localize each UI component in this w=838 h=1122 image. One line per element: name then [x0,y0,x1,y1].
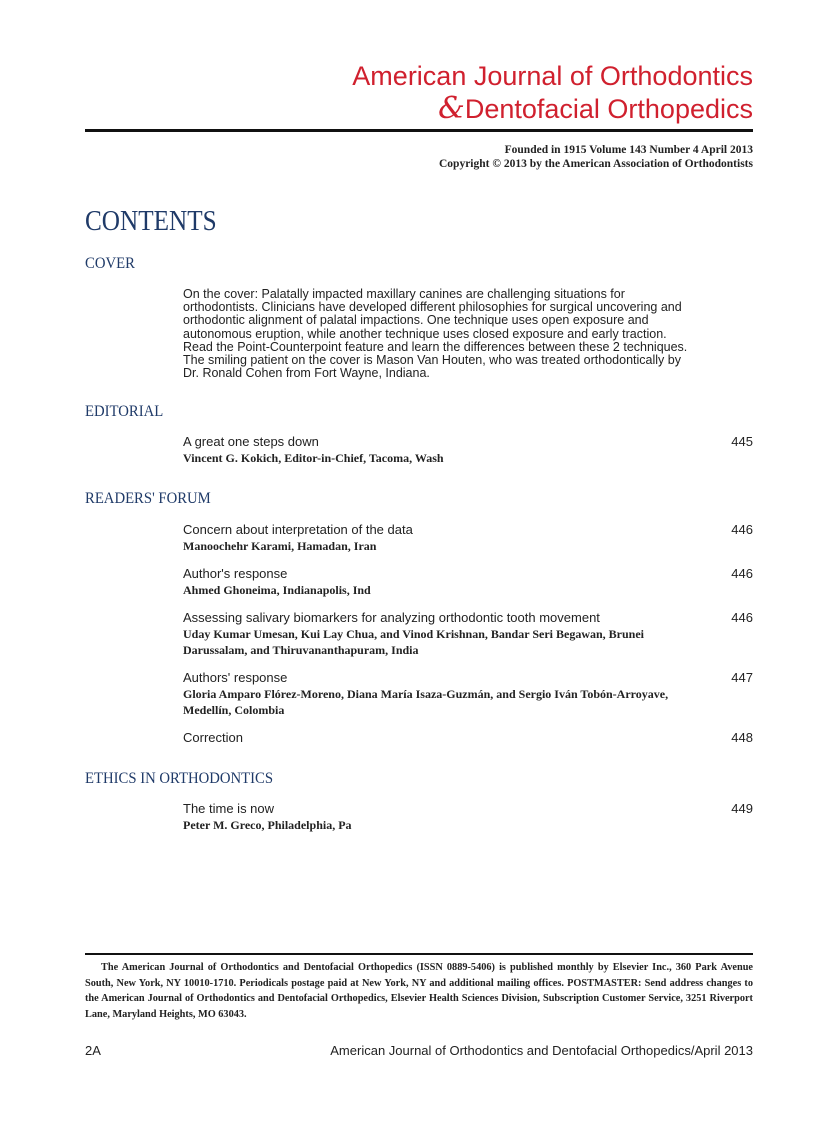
toc-entry[interactable] [183,670,753,718]
ampersand-logo: & [438,91,465,126]
section-ethics: ETHICS IN ORTHODONTICS [85,770,274,787]
header-rule [85,129,753,132]
entry-title[interactable]: Assessing salivary biomarkers for analyzing orthodontic tooth movement [183,610,600,625]
entry-authors: Ahmed Ghoneima, Indianapolis, Ind [183,583,371,597]
founded-line: Founded in 1915 Volume 143 Number 4 April 2013 [504,144,753,156]
publication-notice: The American Journal of Orthodontics and Dentofacial Orthopedics (ISSN 0889-5406) is published monthly by Elsevier Inc., 360 Park Avenue South, New York, NY 10010-1710. Periodicals postage paid at New York, NY and additional mailing offices. POSTMASTER: Send address changes to the American Journal of Orthodontics and Dentofacial Orthopedics, Elsevier Health Sciences Division, Subscription Customer Service, 3251 Riverport Lane, Maryland Heights, MO 63043. [85,962,753,1020]
page-number: 2A [85,1043,101,1058]
journal-title-line1: American Journal of Orthodontics [352,61,753,91]
copyright-line: Copyright © 2013 by the American Association of Orthodontists [439,158,753,170]
toc-entry[interactable] [183,730,753,746]
entry-authors: Vincent G. Kokich, Editor-in-Chief, Tacoma, Wash [183,451,444,465]
toc-entry[interactable] [183,522,753,554]
section-readers-forum: READERS' FORUM [85,490,211,507]
section-editorial: EDITORIAL [85,403,164,420]
entry-page: 445 [731,434,753,449]
entry-page: 448 [731,730,753,745]
toc-entry[interactable] [183,610,753,658]
entry-title[interactable]: Authors' response [183,670,288,685]
cover-description: On the cover: Palatally impacted maxillary canines are challenging situations for orthodontists. Clinicians have developed different philosophies for surgical uncovering and orthodontic alignment of palatal impactions. One technique uses open exposure and autonomous eruption, while another technique uses closed exposure and early traction. Read the Point-Counterpoint feature and learn the differences between these 2 techniques. The smiling patient on the cover is Mason Van Houten, who was treated orthodontically by Dr. Ronald Cohen from Fort Wayne, Indiana. [183,287,688,381]
contents-title: CONTENTS [85,206,217,237]
entry-title[interactable]: Author's response [183,566,288,581]
entry-authors: Gloria Amparo Flórez-Moreno, Diana María Isaza-Guzmán, and Sergio Iván Tobón-Arroyave, Medellín, Colombia [183,687,669,717]
toc-entry[interactable] [183,566,753,598]
entry-page: 446 [731,566,753,581]
entry-page: 447 [731,670,753,685]
journal-title-line2 [438,91,753,126]
journal-title-line2-text: Dentofacial Orthopedics [464,94,753,124]
entry-page: 449 [731,801,753,816]
section-cover: COVER [85,255,135,272]
entry-title[interactable]: The time is now [183,801,275,816]
entry-authors: Peter M. Greco, Philadelphia, Pa [183,818,352,832]
entry-page: 446 [731,522,753,537]
entry-title[interactable]: A great one steps down [183,434,319,449]
entry-authors: Manoochehr Karami, Hamadan, Iran [183,539,377,553]
footer-rule [85,953,753,955]
entry-authors: Uday Kumar Umesan, Kui Lay Chua, and Vinod Krishnan, Bandar Seri Begawan, Brunei Darussalam, and Thiruvananthapuram, India [183,627,644,657]
toc-entry[interactable] [183,801,753,833]
entry-page: 446 [731,610,753,625]
toc-entry[interactable] [183,434,753,466]
entry-title[interactable]: Concern about interpretation of the data [183,522,413,537]
entry-title[interactable]: Correction [183,730,243,745]
running-title: American Journal of Orthodontics and Dentofacial Orthopedics/April 2013 [330,1043,753,1058]
